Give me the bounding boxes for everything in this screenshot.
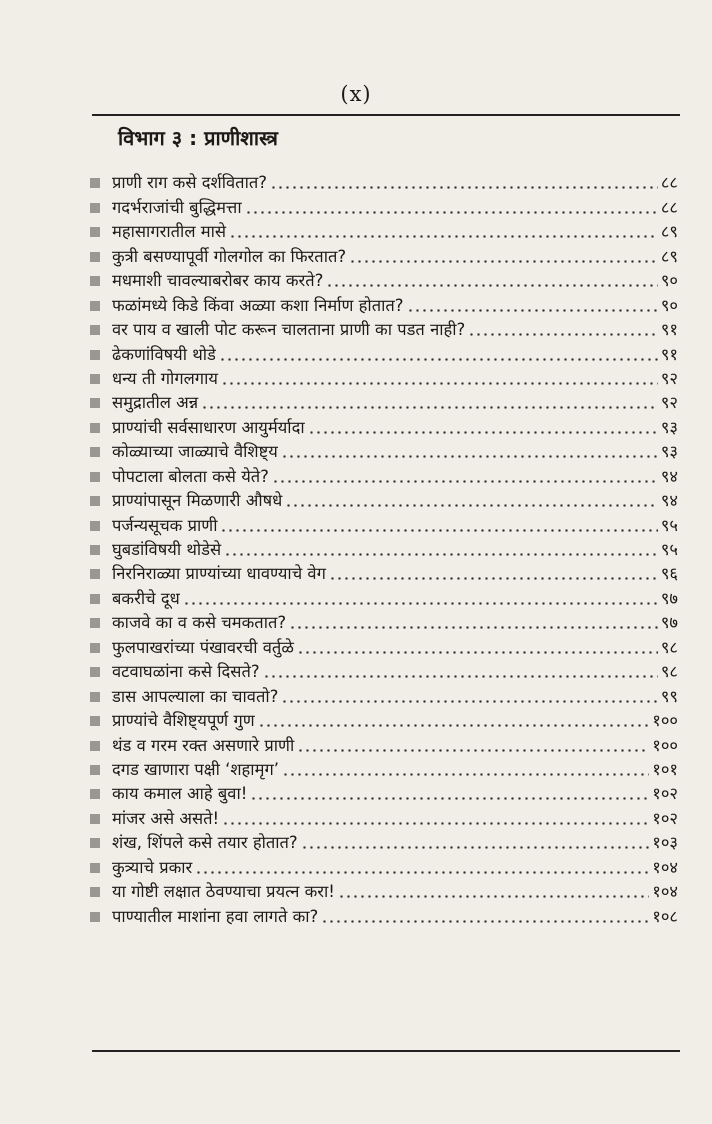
toc-entry-title: धन्य ती गोगलगाय	[112, 368, 218, 388]
square-bullet-icon	[90, 887, 100, 897]
dot-leader	[281, 688, 657, 704]
dot-leader	[201, 394, 658, 410]
toc-entry-page: ९८	[660, 662, 678, 682]
dot-leader	[282, 761, 649, 777]
toc-entry-page: ९०	[660, 295, 678, 315]
toc-entry	[88, 609, 678, 633]
toc-entry-title: काय कमाल आहे बुवा!	[112, 784, 248, 804]
toc-entry	[88, 658, 678, 682]
toc-entry-title: दगड खाणारा पक्षी ‘शहामृग’	[112, 759, 279, 779]
toc-entry	[88, 193, 678, 217]
toc-entry	[88, 389, 678, 413]
square-bullet-icon	[90, 423, 100, 433]
dot-leader	[272, 468, 658, 484]
square-bullet-icon	[90, 325, 100, 335]
toc-entry	[88, 878, 678, 902]
toc-entry	[88, 218, 678, 242]
square-bullet-icon	[90, 178, 100, 188]
dot-leader	[195, 859, 649, 875]
square-bullet-icon	[90, 741, 100, 751]
square-bullet-icon	[90, 227, 100, 237]
square-bullet-icon	[90, 838, 100, 848]
dot-leader	[281, 443, 658, 459]
dot-leader	[285, 492, 658, 508]
toc-entry-title: या गोष्टी लक्षात ठेवण्याचा प्रयत्न करा!	[112, 882, 335, 902]
toc-entry	[88, 584, 678, 608]
dot-leader	[250, 785, 649, 801]
square-bullet-icon	[90, 814, 100, 824]
toc-entry	[88, 267, 678, 291]
toc-entry-title: गदर्भराजांची बुद्धिमत्ता	[112, 197, 242, 217]
square-bullet-icon	[90, 716, 100, 726]
toc-entry-page: ९८	[660, 637, 678, 657]
toc-entry-title: पोपटाला बोलता कसे येते?	[112, 466, 269, 486]
square-bullet-icon	[90, 203, 100, 213]
dot-leader	[326, 272, 657, 288]
toc-entry-page: ९३	[660, 417, 678, 437]
toc-entry-page: ९४	[660, 466, 678, 486]
toc-entry-page: १०३	[652, 833, 678, 853]
toc-entry-page: १०४	[652, 857, 678, 877]
toc-entry	[88, 316, 678, 340]
toc-entry	[88, 853, 678, 877]
square-bullet-icon	[90, 618, 100, 628]
square-bullet-icon	[90, 521, 100, 531]
toc-entry	[88, 707, 678, 731]
square-bullet-icon	[90, 398, 100, 408]
square-bullet-icon	[90, 594, 100, 604]
toc-entry	[88, 413, 678, 437]
toc-entry	[88, 633, 678, 657]
dot-leader	[329, 565, 658, 581]
toc-entry	[88, 462, 678, 486]
square-bullet-icon	[90, 496, 100, 506]
section-title: विभाग ३ : प्राणीशास्त्र	[118, 126, 278, 150]
square-bullet-icon	[90, 447, 100, 457]
toc-entry-page: १०१	[652, 759, 678, 779]
toc-entry-title: समुद्रातील अन्न	[112, 393, 199, 413]
square-bullet-icon	[90, 545, 100, 555]
dot-leader	[229, 223, 658, 239]
square-bullet-icon	[90, 667, 100, 677]
dot-leader	[245, 199, 658, 215]
toc-entry-page: ९०	[660, 271, 678, 291]
toc-entry-title: कुत्र्याचे प्रकार	[112, 857, 193, 877]
toc-entry	[88, 829, 678, 853]
dot-leader	[301, 834, 650, 850]
dot-leader	[468, 321, 658, 337]
toc-entry-title: प्राणी राग कसे दर्शवितात?	[112, 173, 268, 193]
dot-leader	[338, 883, 649, 899]
toc-entry	[88, 731, 678, 755]
toc-entry	[88, 438, 678, 462]
dot-leader	[349, 248, 658, 264]
toc-entry-title: कुत्री बसण्यापूर्वी गोलगोल का फिरतात?	[112, 246, 347, 266]
square-bullet-icon	[90, 789, 100, 799]
dot-leader	[297, 737, 649, 753]
dot-leader	[220, 517, 657, 533]
toc-entry-page: ९७	[660, 613, 678, 633]
toc-entry-title: ढेकणांविषयी थोडे	[112, 344, 216, 364]
toc-entry-page: १००	[652, 735, 678, 755]
toc-entry-title: थंड व गरम रक्त असणारे प्राणी	[112, 735, 295, 755]
toc-entry	[88, 682, 678, 706]
square-bullet-icon	[90, 569, 100, 579]
toc-entry-title: बकरीचे दूध	[112, 588, 180, 608]
dot-leader	[219, 346, 658, 362]
toc-entry	[88, 365, 678, 389]
top-rule	[92, 114, 680, 116]
toc-entry-title: निरनिराळ्या प्राण्यांच्या धावण्याचे वेग	[112, 564, 326, 584]
toc-entry	[88, 560, 678, 584]
toc-entry-page: १०२	[652, 784, 678, 804]
dot-leader	[263, 663, 658, 679]
toc-entry-title: कोळ्याच्या जाळ्याचे वैशिष्ट्य	[112, 442, 278, 462]
square-bullet-icon	[90, 863, 100, 873]
square-bullet-icon	[90, 276, 100, 286]
toc-entry	[88, 536, 678, 560]
bottom-rule	[92, 1050, 680, 1052]
toc-entry-page: ९२	[660, 368, 678, 388]
dot-leader	[221, 370, 658, 386]
toc-entry-page: ९९	[660, 686, 678, 706]
toc-entry-title: प्राण्यांची सर्वसाधारण आयुर्मर्यादा	[112, 417, 305, 437]
toc-entry-title: प्राण्यांचे वैशिष्ट्यपूर्ण गुण	[112, 711, 255, 731]
toc-entry	[88, 340, 678, 364]
toc-entry-page: ९२	[660, 393, 678, 413]
square-bullet-icon	[90, 252, 100, 262]
toc-entry-title: मांजर असे असते!	[112, 808, 220, 828]
toc-entry	[88, 169, 678, 193]
toc-entry-title: डास आपल्याला का चावतो?	[112, 686, 279, 706]
square-bullet-icon	[90, 472, 100, 482]
toc-entry-page: ९६	[660, 564, 678, 584]
toc-entry-title: वटवाघळांना कसे दिसते?	[112, 662, 260, 682]
toc-entry-page: ८९	[660, 246, 678, 266]
square-bullet-icon	[90, 643, 100, 653]
toc-entry-page: ८८	[660, 173, 678, 193]
dot-leader	[224, 541, 658, 557]
toc-entry-page: १०४	[652, 882, 678, 902]
dot-leader	[270, 174, 658, 190]
toc-entry-page: ८८	[660, 197, 678, 217]
toc-entry-page: १००	[652, 711, 678, 731]
toc-entry	[88, 291, 678, 315]
dot-leader	[258, 712, 650, 728]
toc-entry-page: १०२	[652, 808, 678, 828]
toc-entry	[88, 242, 678, 266]
toc-entry	[88, 780, 678, 804]
toc-list	[88, 169, 678, 927]
toc-entry-page: ९१	[660, 344, 678, 364]
toc-entry-title: शंख, शिंपले कसे तयार होतात?	[112, 833, 298, 853]
toc-entry-title: मधमाशी चावल्याबरोबर काय करते?	[112, 271, 324, 291]
toc-entry	[88, 487, 678, 511]
toc-entry	[88, 804, 678, 828]
square-bullet-icon	[90, 912, 100, 922]
dot-leader	[308, 419, 658, 435]
toc-entry	[88, 511, 678, 535]
toc-entry-title: पर्जन्यसूचक प्राणी	[112, 515, 218, 535]
toc-entry	[88, 902, 678, 926]
dot-leader	[183, 590, 658, 606]
toc-entry-title: वर पाय व खाली पोट करून चालताना प्राणी का पडत नाही?	[112, 320, 466, 340]
toc-entry-title: घुबडांविषयी थोडेसे	[112, 540, 222, 559]
toc-entry-title: महासागरातील मासे	[112, 222, 227, 242]
toc-entry-title: फुलपाखरांच्या पंखावरची वर्तुळे	[112, 637, 294, 657]
toc-entry-page: ९७	[660, 588, 678, 608]
toc-entry-title: फळांमध्ये किडे किंवा अळ्या कशा निर्माण होतात?	[112, 295, 404, 315]
dot-leader	[289, 614, 658, 630]
toc-entry	[88, 756, 678, 780]
dot-leader	[321, 908, 649, 924]
toc-entry-title: पाण्यातील माशांना हवा लागते का?	[112, 906, 319, 926]
square-bullet-icon	[90, 374, 100, 384]
square-bullet-icon	[90, 301, 100, 311]
toc-entry-page: ९४	[660, 491, 678, 511]
dot-leader	[297, 639, 658, 655]
toc-entry-page: ९५	[660, 515, 678, 535]
square-bullet-icon	[90, 765, 100, 775]
toc-entry-page: ८९	[660, 222, 678, 242]
toc-entry-page: १०८	[652, 906, 678, 926]
toc-entry-title: प्राण्यांपासून मिळणारी औषधे	[112, 491, 283, 511]
toc-entry-page: ९३	[660, 442, 678, 462]
toc-entry-title: काजवे का व कसे चमकतात?	[112, 613, 287, 633]
square-bullet-icon	[90, 692, 100, 702]
page-number: (x)	[340, 82, 372, 106]
dot-leader	[407, 297, 658, 313]
square-bullet-icon	[90, 350, 100, 360]
dot-leader	[222, 810, 649, 826]
toc-entry-page: ९१	[660, 320, 678, 340]
toc-entry-page: ९५	[660, 540, 678, 559]
